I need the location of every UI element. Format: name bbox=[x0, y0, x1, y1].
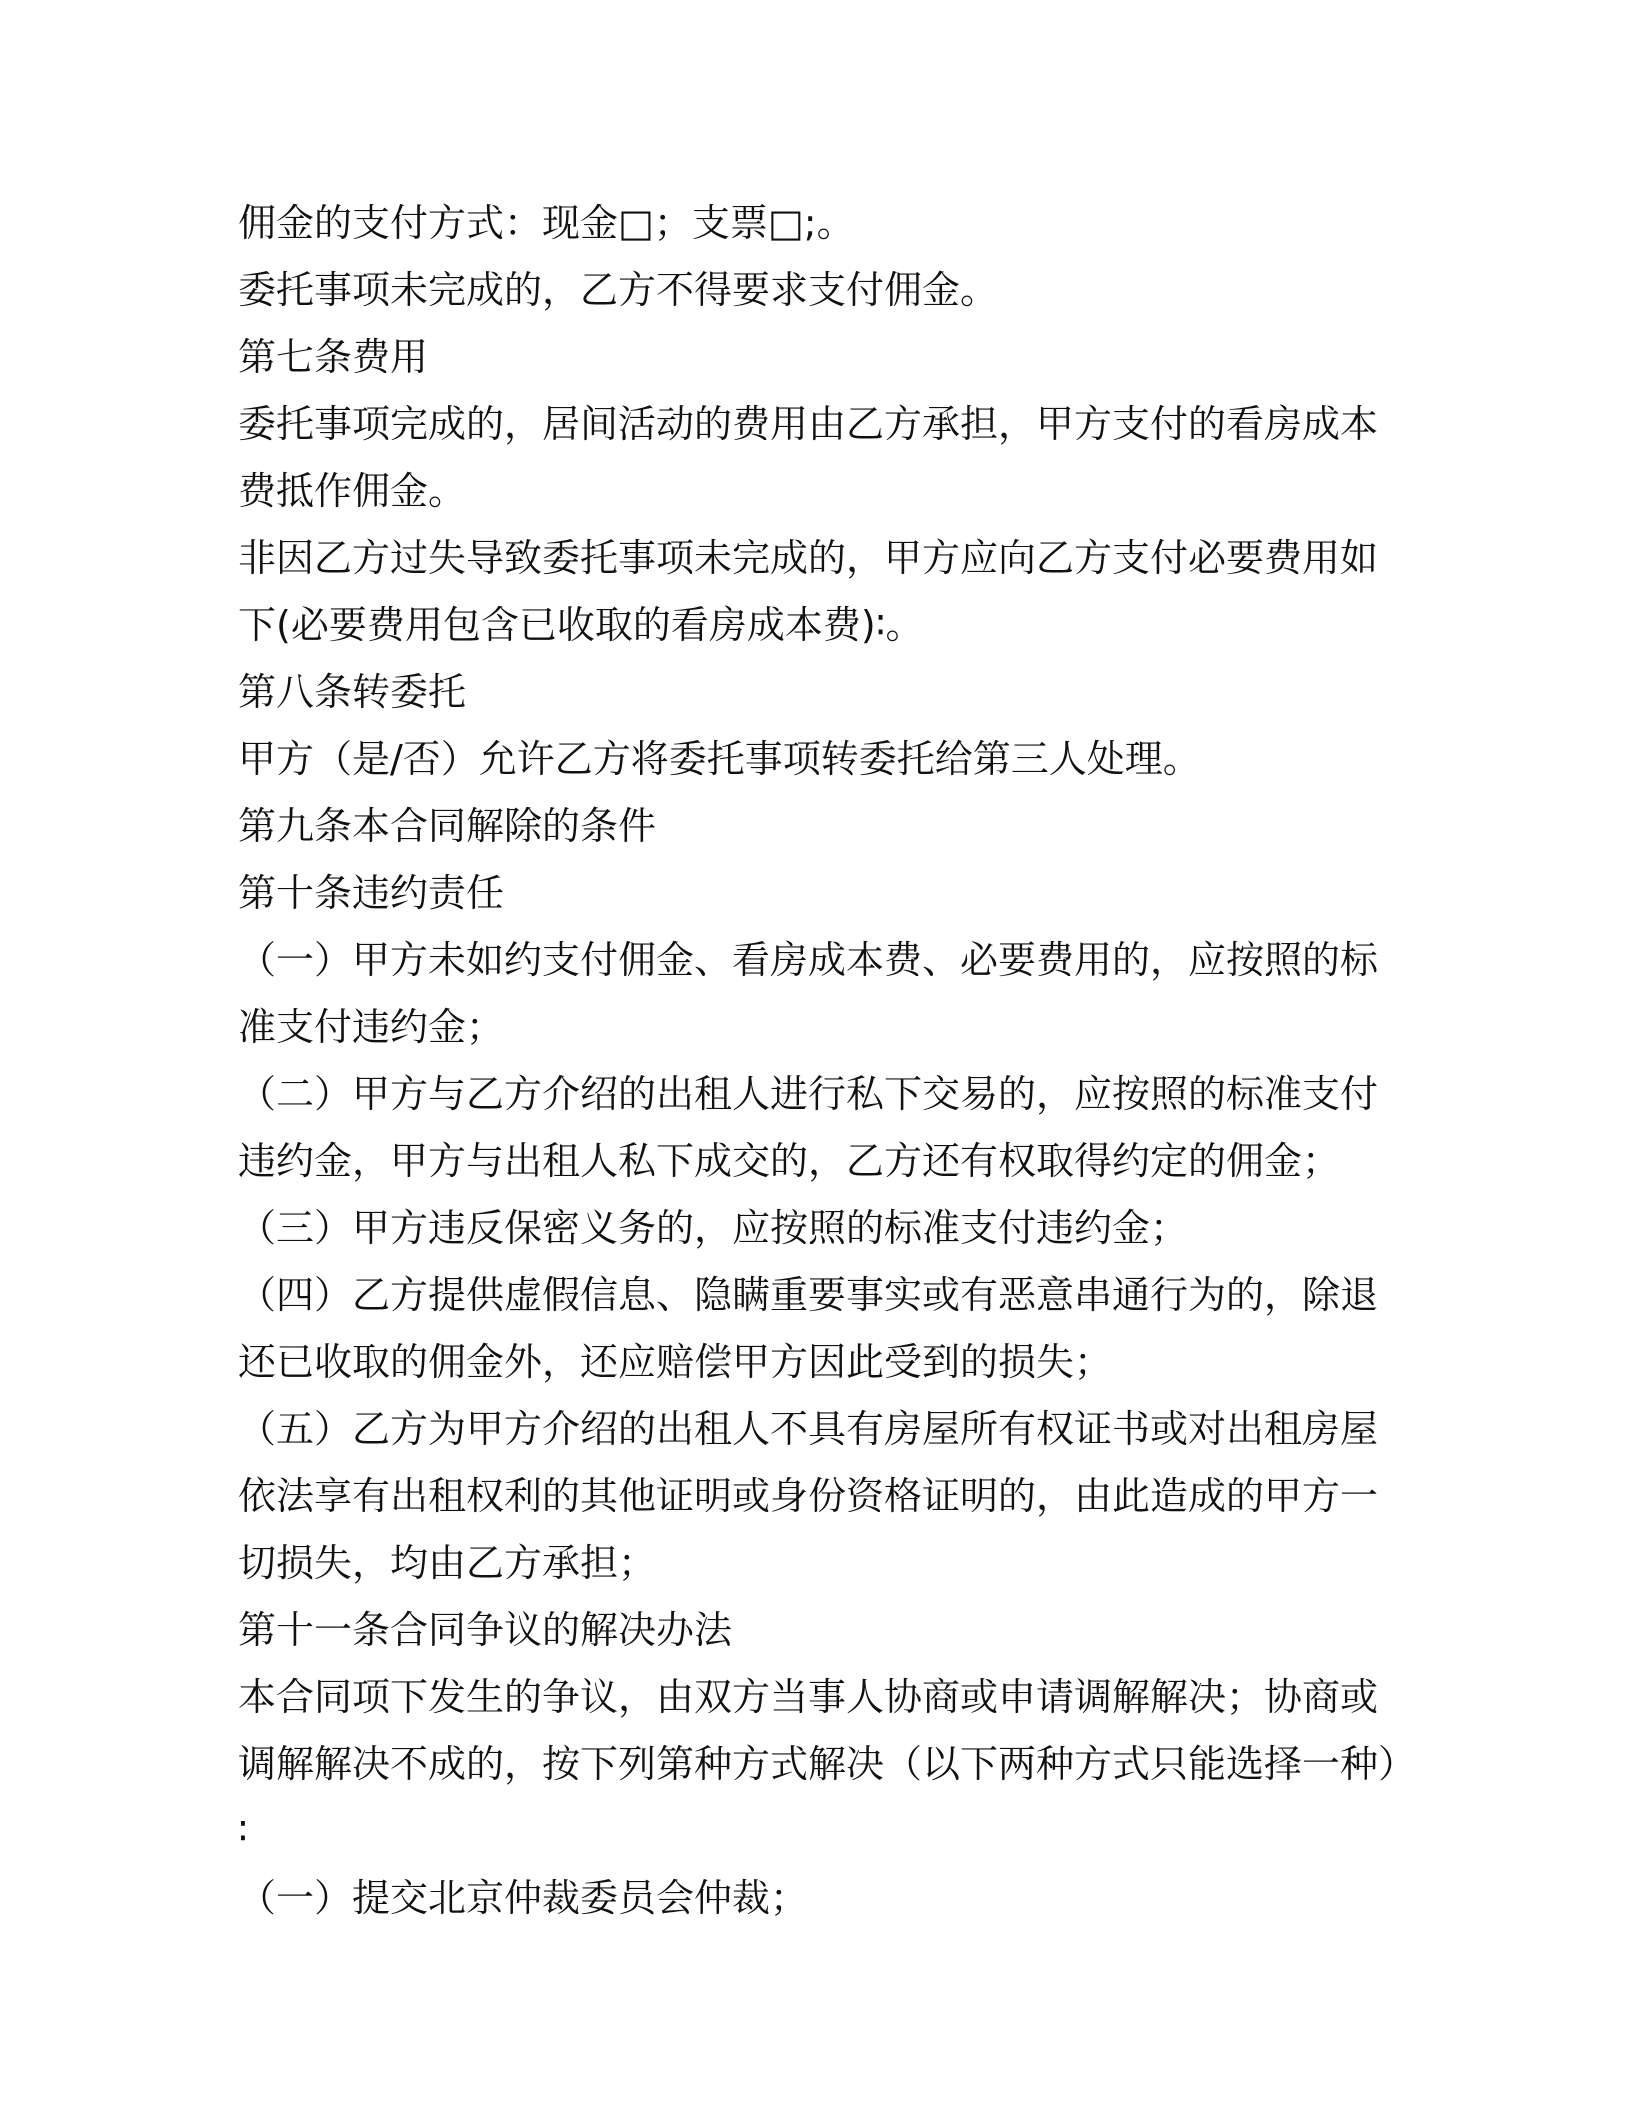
article-10-item-3: （三）甲方违反保密义务的，应按照的标准支付违约金； bbox=[238, 1206, 1189, 1250]
article-10-item-2: （二）甲方与乙方介绍的出租人进行私下交易的，应按照的标准支付违约金，甲方与出租人私下成交的，乙方还有权取得约定的佣金； bbox=[238, 1072, 1379, 1183]
article-11-heading: 第十一条合同争议的解决办法 bbox=[238, 1608, 733, 1652]
article-10-item-1: （一）甲方未如约支付佣金、看房成本费、必要费用的，应按照的标准支付违约金； bbox=[238, 938, 1379, 1049]
article-7-heading: 第七条费用 bbox=[238, 335, 429, 379]
article-10-item-5: （五）乙方为甲方介绍的出租人不具有房屋所有权证书或对出租房屋依法享有出租权利的其他证明或身份资格证明的，由此造成的甲方一切损失，均由乙方承担； bbox=[238, 1407, 1379, 1585]
article-7-clause-2: 非因乙方过失导致委托事项未完成的，甲方应向乙方支付必要费用如下(必要费用包含已收取的看房成本费)∶。 bbox=[238, 536, 1379, 647]
payment-method-line: 佣金的支付方式：现金□；支票□;。 bbox=[238, 201, 855, 245]
document-body bbox=[238, 190, 1398, 1932]
article-10-heading: 第十条违约责任 bbox=[238, 871, 505, 915]
article-11-item-1: （一）提交北京仲裁委员会仲裁； bbox=[238, 1876, 809, 1920]
article-8-clause: 甲方（是/否）允许乙方将委托事项转委托给第三人处理。 bbox=[238, 737, 1201, 781]
article-7-clause-1: 委托事项完成的，居间活动的费用由乙方承担，甲方支付的看房成本费抵作佣金。 bbox=[238, 402, 1379, 513]
article-11-clause: 本合同项下发生的争议，由双方当事人协商或申请调解解决；协商或调解解决不成的，按下列第种方式解决（以下两种方式只能选择一种）∶ bbox=[238, 1675, 1398, 1853]
article-9-heading: 第九条本合同解除的条件 bbox=[238, 804, 657, 848]
article-10-item-4: （四）乙方提供虚假信息、隐瞒重要事实或有恶意串通行为的，除退还已收取的佣金外，还应赔偿甲方因此受到的损失； bbox=[238, 1273, 1379, 1384]
article-8-heading: 第八条转委托 bbox=[238, 670, 467, 714]
commission-unfinished-clause: 委托事项未完成的，乙方不得要求支付佣金。 bbox=[238, 268, 999, 312]
